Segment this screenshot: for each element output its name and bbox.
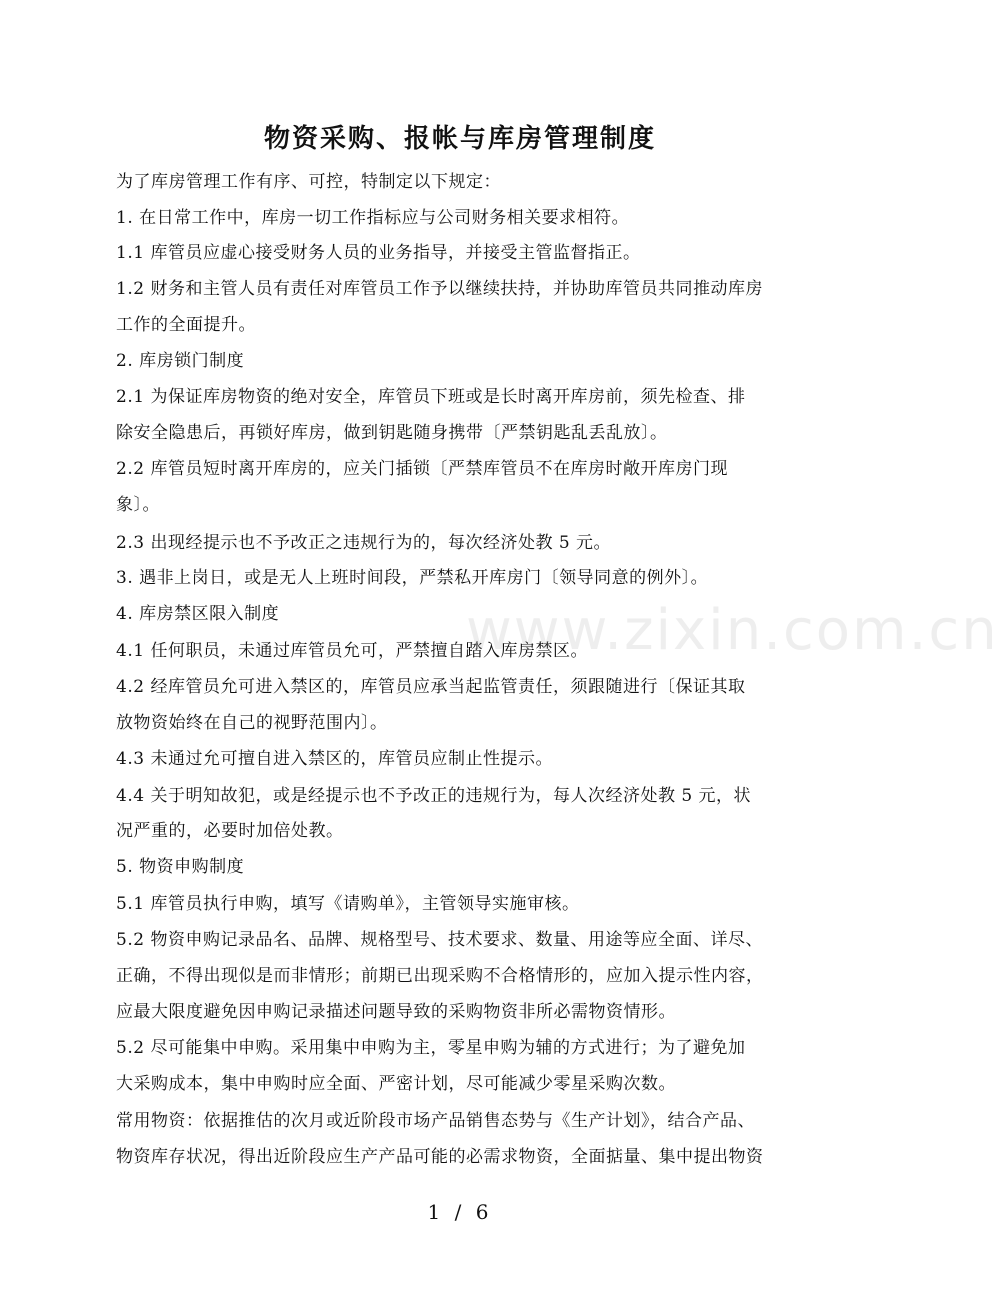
paragraph-line: 放物资始终在自己的视野范围内〕。 — [116, 713, 388, 733]
paragraph-line: 1. 在日常工作中，库房一切工作指标应与公司财务相关要求相符。 — [116, 208, 630, 228]
paragraph-line: 正确，不得出现似是而非情形；前期已出现采购不合格情形的，应加入提示性内容， — [116, 966, 764, 986]
section-heading: 4. 库房禁区限入制度 — [116, 604, 280, 624]
paragraph-line: 2.2 库管员短时离开库房的，应关门插锁〔严禁库管员不在库房时敞开库房门现 — [116, 459, 728, 479]
paragraph-line: 应最大限度避免因申购记录描述问题导致的采购物资非所必需物资情形。 — [116, 1002, 676, 1022]
paragraph-line: 5.1 库管员执行申购，填写《请购单》，主管领导实施审核。 — [116, 894, 580, 914]
section-heading: 3. 遇非上岗日，或是无人上班时间段，严禁私开库房门〔领导同意的例外〕。 — [116, 568, 709, 588]
section-heading: 5. 物资申购制度 — [116, 857, 245, 877]
page-number: 1 / 6 — [427, 1200, 493, 1224]
section-heading: 2. 库房锁门制度 — [116, 351, 245, 371]
paragraph-line: 2.3 出现经提示也不予改正之违规行为的，每次经济处教 5 元。 — [116, 533, 612, 553]
watermark: www.zixin.com.cn — [466, 598, 999, 663]
paragraph-line: 1.1 库管员应虚心接受财务人员的业务指导，并接受主管监督指正。 — [116, 243, 641, 263]
paragraph-line: 4.1 任何职员，未通过库管员允可，严禁擅自踏入库房禁区。 — [116, 641, 588, 661]
paragraph-line: 象〕。 — [116, 495, 160, 515]
paragraph-line: 2.1 为保证库房物资的绝对安全，库管员下班或是长时离开库房前，须先检查、排 — [116, 387, 746, 407]
paragraph-line: 1.2 财务和主管人员有责任对库管员工作予以继续扶持，并协助库管员共同推动库房 — [116, 279, 763, 299]
paragraph-line: 大采购成本，集中申购时应全面、严密计划，尽可能减少零星采购次数。 — [116, 1074, 676, 1094]
paragraph-line: 工作的全面提升。 — [116, 315, 256, 335]
paragraph-line: 4.3 未通过允可擅自进入禁区的，库管员应制止性提示。 — [116, 749, 553, 769]
paragraph-line: 5.2 尽可能集中申购。采用集中申购为主，零星申购为辅的方式进行；为了避免加 — [116, 1038, 746, 1058]
paragraph-line: 常用物资：依据推估的次月或近阶段市场产品销售态势与《生产计划》，结合产品、 — [116, 1111, 755, 1131]
paragraph-line: 5.2 物资申购记录品名、品牌、规格型号、技术要求、数量、用途等应全面、详尽、 — [116, 930, 763, 950]
paragraph-line: 况严重的，必要时加倍处教。 — [116, 821, 344, 841]
paragraph-line: 物资库存状况，得出近阶段应生产产品可能的必需求物资，全面掂量、集中提出物资 — [116, 1147, 764, 1167]
paragraph-line: 除安全隐患后，再锁好库房，做到钥匙随身携带〔严禁钥匙乱丢乱放〕。 — [116, 423, 668, 443]
document-title: 物资采购、报帐与库房管理制度 — [263, 124, 656, 154]
paragraph-line: 为了库房管理工作有序、可控，特制定以下规定： — [116, 172, 501, 192]
paragraph-line: 4.2 经库管员允可进入禁区的，库管员应承当起监管责任，须跟随进行〔保证其取 — [116, 677, 746, 697]
paragraph-line: 4.4 关于明知故犯，或是经提示也不予改正的违规行为，每人次经济处教 5 元，状 — [116, 786, 752, 806]
